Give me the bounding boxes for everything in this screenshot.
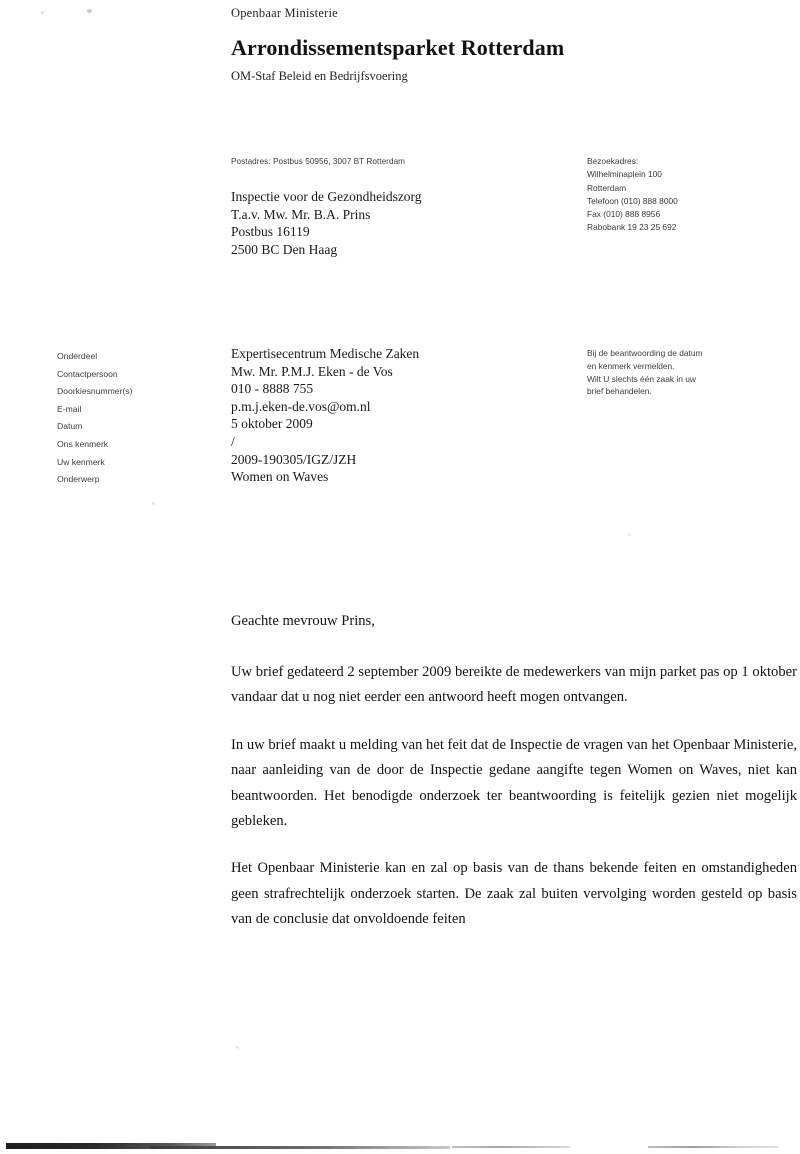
reply-note-line-4: brief behandelen. bbox=[587, 386, 652, 397]
recipient-po-box: Postbus 16119 bbox=[231, 224, 310, 240]
salutation: Geachte mevrouw Prins, bbox=[231, 613, 375, 629]
reply-instruction-note bbox=[587, 347, 702, 398]
meta-label-onderwerp: Onderwerp bbox=[57, 474, 100, 485]
meta-value-contactpersoon: Mw. Mr. P.M.J. Eken - de Vos bbox=[231, 363, 393, 379]
meta-value-datum: 5 oktober 2009 bbox=[231, 416, 313, 432]
visiting-address-city: Rotterdam bbox=[587, 182, 627, 193]
metadata-value-column bbox=[231, 345, 419, 486]
meta-value-ons-kenmerk: / bbox=[231, 433, 235, 449]
recipient-city: 2500 BC Den Haag bbox=[231, 241, 338, 257]
letterhead bbox=[231, 6, 751, 84]
scan-edge-artifact bbox=[0, 1141, 800, 1150]
metadata-label-column bbox=[57, 348, 132, 489]
body-paragraph-3: Het Openbaar Ministerie kan en zal op basis van de thans bekende feiten en omstandigheden geen strafrechtelijk onderzoek starten. De zaak zal buiten vervolging worden gesteld op basis van de conclusie dat onvoldoende feiten bbox=[231, 860, 797, 928]
scan-speck bbox=[236, 1046, 239, 1049]
meta-label-doorkiesnummer: Doorkiesnummer(s) bbox=[57, 386, 133, 397]
meta-label-contactpersoon: Contactpersoon bbox=[57, 368, 118, 379]
meta-value-uw-kenmerk: 2009-190305/IGZ/JZH bbox=[231, 451, 357, 467]
scan-speck bbox=[152, 502, 155, 505]
department-name: OM-Staf Beleid en Bedrijfsvoering bbox=[231, 69, 408, 84]
organisation-name: Openbaar Ministerie bbox=[231, 6, 338, 20]
recipient-organisation: Inspectie voor de Gezondheidszorg bbox=[231, 189, 422, 204]
meta-value-doorkiesnummer: 010 - 8888 755 bbox=[231, 381, 314, 397]
scan-speck bbox=[87, 9, 92, 13]
meta-label-datum: Datum bbox=[57, 421, 83, 432]
visiting-address-block bbox=[587, 155, 678, 235]
meta-value-onderdeel: Expertisecentrum Medische Zaken bbox=[231, 346, 420, 361]
postal-address-line: Postadres: Postbus 50956, 3007 BT Rotterdam bbox=[231, 157, 406, 166]
body-paragraph-2: In uw brief maakt u melding van het feit dat de Inspectie de vragen van het Openbaar Ministerie, naar aanleiding van de door de Inspectie gedane aangifte tegen Women on Waves, niet kan beantwoorden. Het benodigde onderzoek ter beantwoording is feitelijk gezien niet mogelijk gebleken. bbox=[231, 736, 797, 830]
meta-label-email: E-mail bbox=[57, 403, 82, 414]
scan-speck bbox=[628, 533, 631, 536]
page-title: Arrondissementsparket Rotterdam bbox=[231, 35, 565, 60]
visiting-address-heading: Bezoekadres: bbox=[587, 156, 639, 166]
scan-speck bbox=[41, 11, 44, 14]
reply-note-line-2: en kenmerk vermelden. bbox=[587, 360, 675, 371]
meta-label-onderdeel: Onderdeel bbox=[57, 351, 98, 361]
meta-label-ons-kenmerk: Ons kenmerk bbox=[57, 438, 109, 449]
meta-value-email: p.m.j.eken-de.vos@om.nl bbox=[231, 398, 371, 414]
phone-number: Telefoon (010) 888 8000 bbox=[587, 195, 678, 206]
reply-note-line-3: Wilt U slechts één zaak in uw bbox=[587, 373, 696, 384]
visiting-address-street: Wilhelminaplein 100 bbox=[587, 169, 662, 180]
body-paragraph-1: Uw brief gedateerd 2 september 2009 bereikte de medewerkers van mijn parket pas op 1 oktober vandaar dat u nog niet eerder een antwoord heeft mogen ontvangen. bbox=[231, 664, 797, 706]
bank-account: Rabobank 19 23 25 692 bbox=[587, 222, 677, 233]
fax-number: Fax (010) 888 8956 bbox=[587, 209, 661, 220]
meta-label-uw-kenmerk: Uw kenmerk bbox=[57, 456, 105, 467]
recipient-address-block bbox=[231, 188, 422, 258]
letter-body bbox=[231, 613, 797, 933]
recipient-attention: T.a.v. Mw. Mr. B.A. Prins bbox=[231, 206, 371, 222]
reply-note-line-1: Bij de beantwoording de datum bbox=[587, 348, 703, 358]
meta-value-onderwerp: Women on Waves bbox=[231, 469, 329, 485]
